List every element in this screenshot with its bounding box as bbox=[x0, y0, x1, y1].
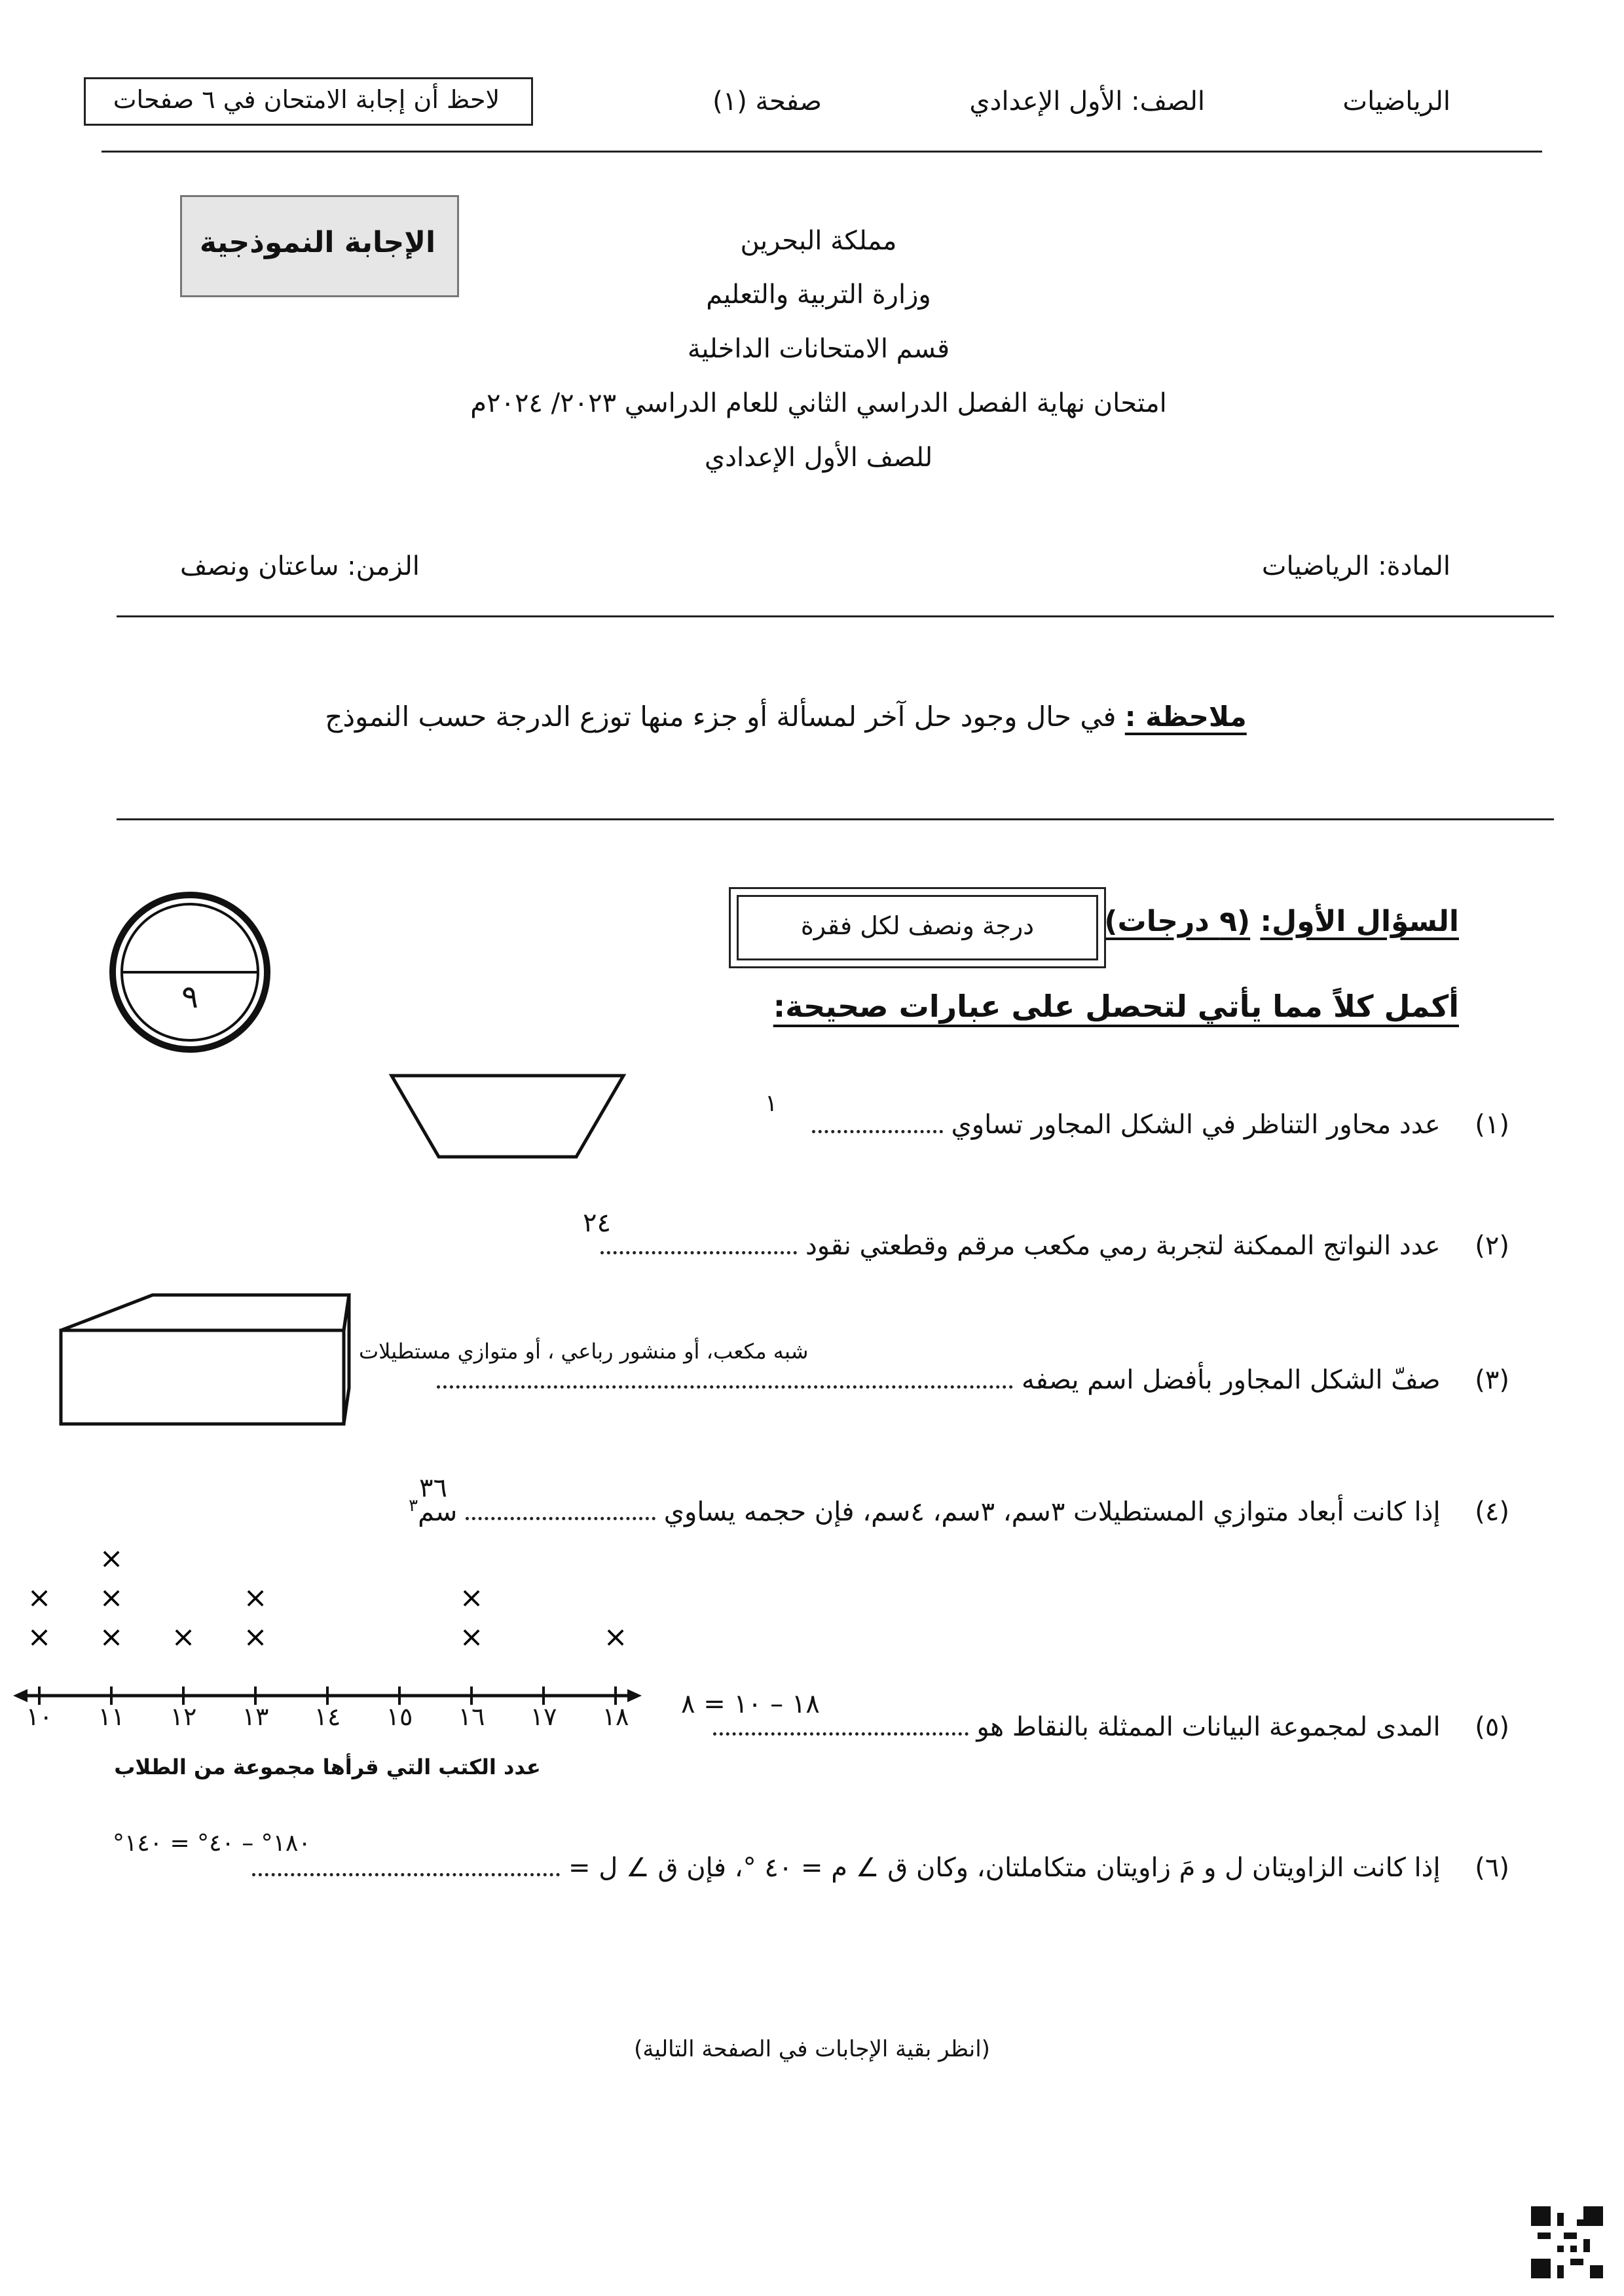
item-6-num: (٦) bbox=[1475, 1853, 1509, 1883]
item-4-unit-sup: ٣ bbox=[409, 1496, 418, 1516]
item-6-text: إذا كانت الزاويتان ل و مَ زاويتان متكاملتان، وكان ق ∠ م = ٤٠ °، فإن ق ∠ ل = bbox=[568, 1853, 1441, 1883]
info-divider bbox=[117, 615, 1554, 617]
plot-mark: × bbox=[99, 1545, 124, 1575]
item-3-text: صفّ الشكل المجاور بأفضل اسم يصفه bbox=[1022, 1365, 1441, 1395]
q1-instruction: أكمل كلاً مما يأتي لتحصل على عبارات صحيحة: bbox=[773, 989, 1459, 1024]
plot-mark: × bbox=[99, 1620, 124, 1654]
number-line-arrow-right bbox=[627, 1689, 642, 1702]
plot-mark: × bbox=[27, 1581, 52, 1614]
tick-label-2: ١٢ bbox=[170, 1702, 197, 1731]
qr-code bbox=[1531, 2206, 1603, 2278]
note-divider bbox=[117, 818, 1554, 820]
header-page: صفحة (١) bbox=[712, 86, 822, 117]
item-2 bbox=[600, 1231, 1509, 1261]
note-line bbox=[262, 701, 1310, 733]
tick-label-0: ١٠ bbox=[26, 1702, 53, 1731]
item-4-num: (٤) bbox=[1475, 1497, 1509, 1527]
item-2-blank bbox=[600, 1251, 797, 1254]
item-6-blank bbox=[252, 1873, 560, 1876]
tick-label-7: ١٧ bbox=[530, 1702, 557, 1731]
item-5-num: (٥) bbox=[1475, 1712, 1509, 1742]
item-3-num: (٣) bbox=[1475, 1365, 1509, 1395]
plot-mark: × bbox=[243, 1620, 268, 1654]
plot-mark: × bbox=[459, 1581, 484, 1614]
item-6 bbox=[252, 1853, 1509, 1883]
tick-label-6: ١٦ bbox=[458, 1702, 485, 1731]
tick-label-5: ١٥ bbox=[386, 1702, 413, 1731]
plot-mark: × bbox=[171, 1620, 196, 1654]
item-3 bbox=[437, 1365, 1509, 1395]
q1-per-item: درجة ونصف لكل فقرة bbox=[800, 911, 1035, 940]
tick-label-8: ١٨ bbox=[602, 1702, 629, 1731]
q1-points: (٩ درجات) bbox=[1104, 905, 1251, 938]
item-2-num: (٢) bbox=[1475, 1231, 1509, 1261]
exam-subject: المادة: الرياضيات bbox=[1261, 551, 1450, 581]
score-circle bbox=[105, 887, 275, 1057]
plot-mark: × bbox=[27, 1620, 52, 1654]
number-line-arrow-left bbox=[13, 1689, 28, 1702]
tick-label-4: ١٤ bbox=[314, 1702, 341, 1731]
tick-label-3: ١٣ bbox=[242, 1702, 269, 1731]
institution-line-4: امتحان نهاية الفصل الدراسي الثاني للعام الدراسي ٢٠٢٣/ ٢٠٢٤م bbox=[470, 388, 1167, 418]
item-1-answer: ١ bbox=[765, 1090, 778, 1117]
line-plot-tick-labels bbox=[13, 1702, 642, 1741]
item-1 bbox=[812, 1110, 1509, 1140]
plot-mark: × bbox=[459, 1620, 484, 1654]
tick-label-1: ١١ bbox=[98, 1702, 125, 1731]
exam-time: الزمن: ساعتان ونصف bbox=[180, 551, 420, 581]
item-4 bbox=[409, 1496, 1509, 1527]
item-4-unit: سم bbox=[418, 1497, 458, 1527]
item-3-blank bbox=[437, 1385, 1013, 1389]
item-1-text: عدد محاور التناظر في الشكل المجاور تساوي bbox=[951, 1110, 1441, 1140]
item-3-answer: شبه مكعب، أو منشور رباعي ، أو متوازي مستطيلات bbox=[359, 1339, 809, 1364]
q1-title-line bbox=[1104, 905, 1459, 938]
header-divider bbox=[101, 151, 1542, 153]
footer-continue: (انظر بقية الإجابات في الصفحة التالية) bbox=[634, 2036, 990, 2062]
q1-title: السؤال الأول: bbox=[1260, 905, 1459, 938]
trapezoid-shape bbox=[386, 1070, 629, 1162]
institution-line-2: وزارة التربية والتعليم bbox=[706, 280, 931, 310]
item-2-answer: ٢٤ bbox=[583, 1208, 611, 1238]
item-5-answer: ١٨ – ١٠ = ٨ bbox=[681, 1689, 820, 1719]
note-text: في حال وجود حل آخر لمسألة أو جزء منها توزع الدرجة حسب النموذج bbox=[325, 701, 1116, 733]
item-5 bbox=[713, 1712, 1509, 1742]
institution-line-1: مملكة البحرين bbox=[740, 226, 897, 256]
plot-mark: × bbox=[99, 1581, 124, 1614]
score-value: ٩ bbox=[181, 979, 198, 1015]
item-5-blank bbox=[713, 1732, 969, 1736]
item-1-num: (١) bbox=[1475, 1110, 1509, 1140]
item-4-answer: ٣٦ bbox=[419, 1473, 447, 1503]
model-answer-label: الإجابة النموذجية bbox=[199, 226, 436, 259]
cuboid-shape bbox=[56, 1290, 357, 1430]
header-grade: الصف: الأول الإعدادي bbox=[969, 86, 1205, 117]
line-plot-marks bbox=[28, 1545, 628, 1654]
header-notice: لاحظ أن إجابة الامتحان في ٦ صفحات bbox=[113, 85, 500, 114]
item-4-blank bbox=[466, 1517, 655, 1520]
plot-mark: × bbox=[243, 1581, 268, 1614]
item-2-text: عدد النواتج الممكنة لتجربة رمي مكعب مرقم وقطعتي نقود bbox=[805, 1231, 1441, 1261]
item-5-text: المدى لمجموعة البيانات الممثلة بالنقاط هو bbox=[976, 1712, 1441, 1742]
institution-line-5: للصف الأول الإعدادي bbox=[704, 443, 933, 473]
item-1-blank bbox=[812, 1130, 943, 1133]
line-plot-caption: عدد الكتب التي قرأها مجموعة من الطلاب bbox=[114, 1755, 541, 1779]
note-label: ملاحظة : bbox=[1124, 701, 1247, 733]
item-6-answer: ١٨٠° – ٤٠° = ١٤٠° bbox=[113, 1830, 311, 1857]
plot-mark: × bbox=[603, 1620, 628, 1654]
header-subject: الرياضيات bbox=[1342, 86, 1450, 117]
item-4-text: إذا كانت أبعاد متوازي المستطيلات ٣سم، ٣سم، ٤سم، فإن حجمه يساوي bbox=[663, 1497, 1441, 1527]
institution-line-3: قسم الامتحانات الداخلية bbox=[687, 334, 950, 364]
